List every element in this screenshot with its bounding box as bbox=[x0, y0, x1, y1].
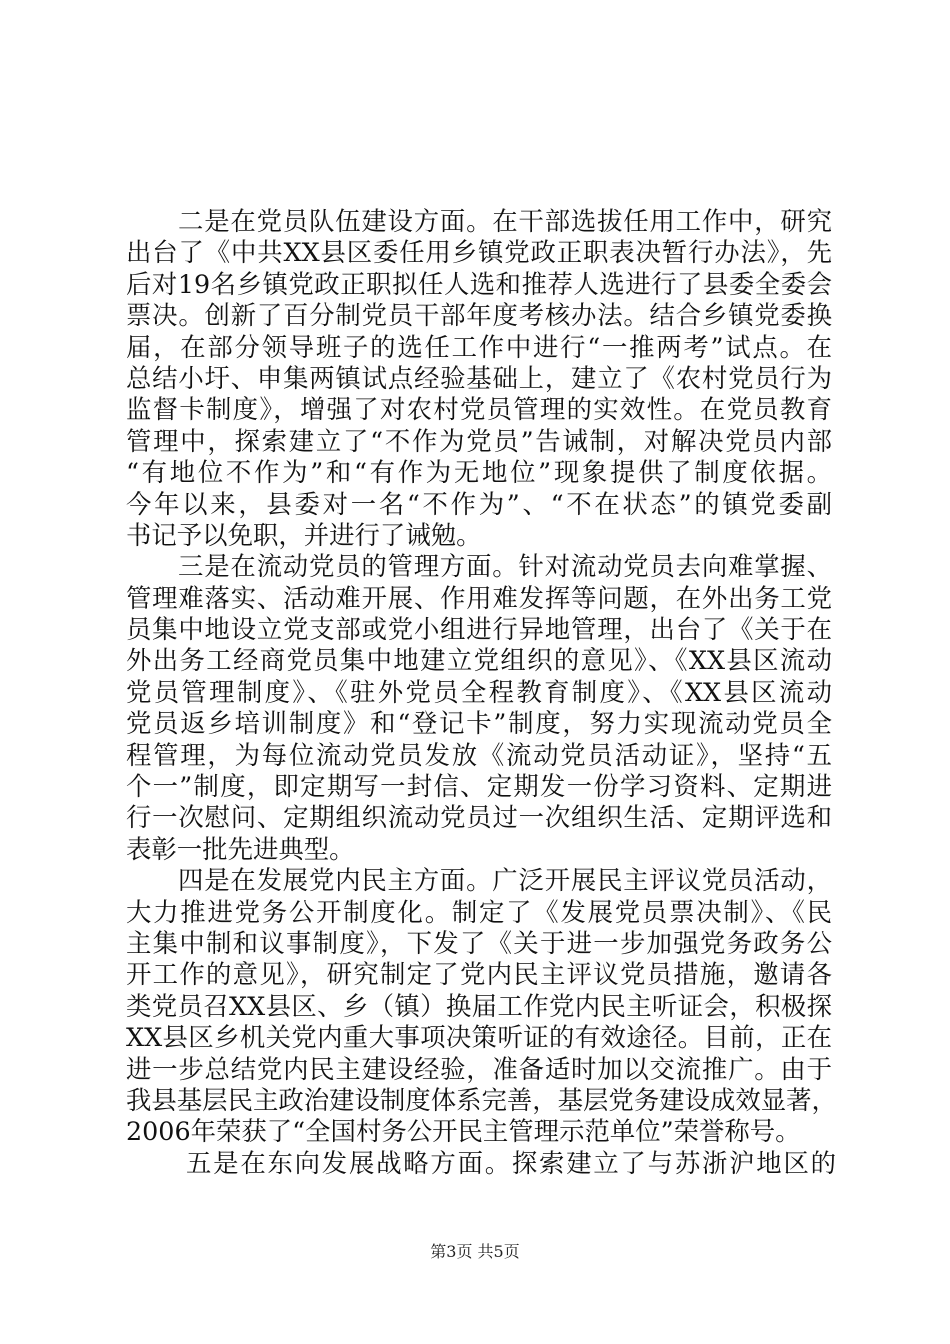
text-line: 主集中制和议事制度》，下发了《关于进一步加强党务政务公 bbox=[126, 927, 832, 958]
text-line: 大力推进党务公开制度化。制定了《发展党员票决制》、《民 bbox=[126, 896, 832, 927]
text-line: 书记予以免职，并进行了诫勉。 bbox=[126, 519, 482, 550]
text-line: 票决。创新了百分制党员干部年度考核办法。结合乡镇党委换 bbox=[126, 300, 832, 331]
text-line: 进一步总结党内民主建设经验，准备适时加以交流推广。由于 bbox=[126, 1053, 832, 1084]
text-line: 程管理，为每位流动党员发放《流动党员活动证》，坚持“五 bbox=[126, 739, 832, 770]
text-line: 管理难落实、活动难开展、作用难发挥等问题，在外出务工党 bbox=[126, 582, 832, 613]
text-line: 三是在流动党员的管理方面。针对流动党员去向难掌握、 bbox=[178, 551, 832, 582]
text-line: 行一次慰问、定期组织流动党员过一次组织生活、定期评选和 bbox=[126, 802, 832, 833]
text-line: 个一”制度，即定期写一封信、定期发一份学习资料、定期进 bbox=[126, 771, 832, 802]
page-footer: 第3页 共5页 bbox=[430, 1242, 520, 1261]
text-line: 总结小圩、申集两镇试点经验基础上，建立了《农村党员行为 bbox=[126, 362, 832, 393]
text-line: 我县基层民主政治建设制度体系完善，基层党务建设成效显著， bbox=[126, 1084, 837, 1115]
text-line: 2006年荣获了“全国村务公开民主管理示范单位”荣誉称号。 bbox=[126, 1116, 801, 1147]
document-body bbox=[126, 206, 837, 1148]
text-line: 出台了《中共XX县区委任用乡镇党政正职表决暂行办法》，先 bbox=[126, 237, 832, 268]
text-line: 二是在党员队伍建设方面。在干部选拔任用工作中，研究 bbox=[178, 206, 832, 236]
text-line: 外出务工经商党员集中地建立党组织的意见》、《XX县区流动 bbox=[126, 645, 832, 676]
text-line: 监督卡制度》，增强了对农村党员管理的实效性。在党员教育 bbox=[126, 394, 832, 425]
text-line: 类党员召XX县区、乡（镇）换届工作党内民主听证会，积极探 bbox=[126, 990, 832, 1021]
text-line: 管理中，探索建立了“不作为党员”告诫制，对解决党员内部 bbox=[126, 425, 832, 456]
text-line: 党员管理制度》、《驻外党员全程教育制度》、《XX县区流动 bbox=[126, 676, 832, 707]
text-line: 四是在发展党内民主方面。广泛开展民主评议党员活动， bbox=[178, 865, 832, 896]
text-line: “有地位不作为”和“有作为无地位”现象提供了制度依据。 bbox=[126, 457, 832, 488]
text-line: 届，在部分领导班子的选任工作中进行“一推两考”试点。在 bbox=[126, 331, 832, 362]
text-line: 今年以来，县委对一名“不作为”、“不在状态”的镇党委副 bbox=[126, 488, 832, 519]
text-line: 后对19名乡镇党政正职拟任人选和推荐人选进行了县委全委会 bbox=[126, 268, 832, 299]
paragraph-five-line: 五是在东向发展战略方面。探索建立了与苏浙沪地区的 bbox=[186, 1148, 836, 1178]
text-line: XX县区乡机关党内重大事项决策听证的有效途径。目前，正在 bbox=[126, 1022, 832, 1053]
text-line: 开工作的意见》，研究制定了党内民主评议党员措施，邀请各 bbox=[126, 959, 832, 990]
text-line: 员集中地设立党支部或党小组进行异地管理，出台了《关于在 bbox=[126, 614, 832, 645]
text-line: 表彰一批先进典型。 bbox=[126, 833, 355, 864]
text-line: 党员返乡培训制度》和“登记卡”制度，努力实现流动党员全 bbox=[126, 708, 832, 739]
